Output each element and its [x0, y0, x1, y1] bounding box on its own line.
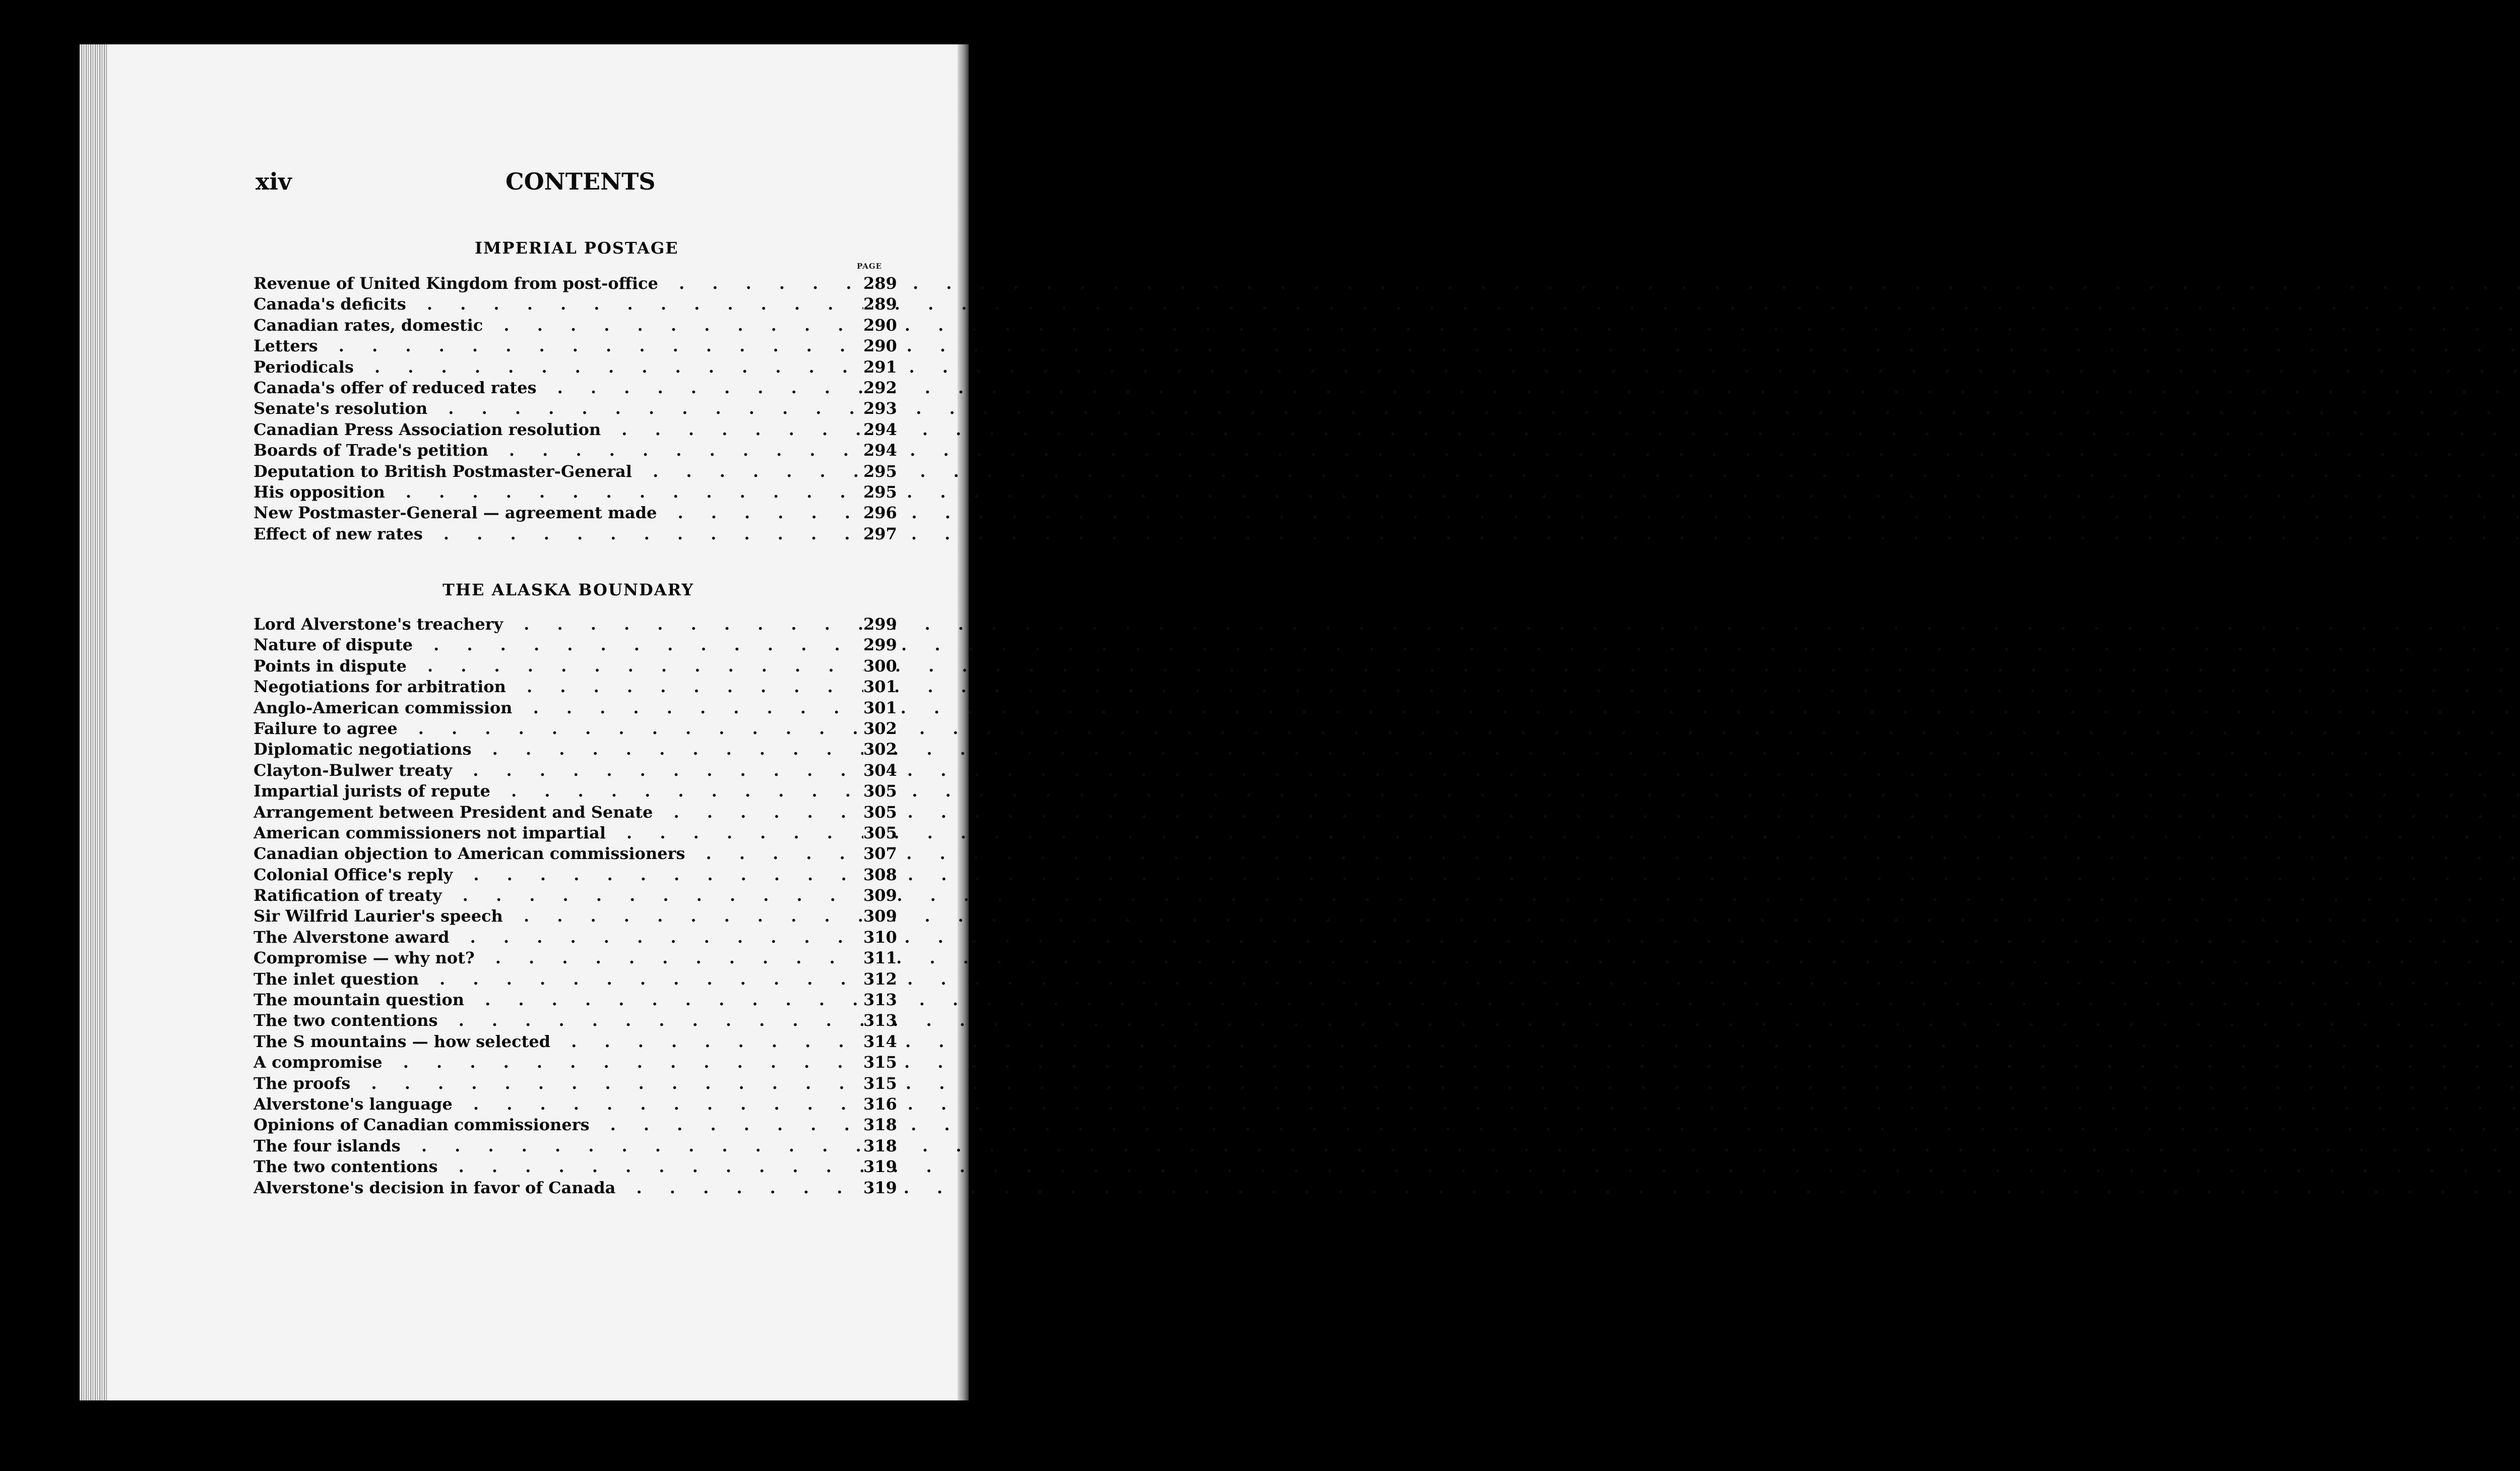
toc-entry-page: 290: [863, 315, 894, 336]
toc-entry: [254, 843, 897, 864]
dot-leader: [254, 1156, 863, 1177]
toc-entry-title: Impartial jurists of repute: [254, 781, 494, 801]
dot-leader: [254, 419, 863, 440]
toc-entry-page: 318: [863, 1115, 894, 1135]
toc-entry-title: Canadian objection to American commissioners: [254, 844, 689, 863]
toc-entry: [254, 503, 897, 523]
toc-entry-page: 294: [863, 440, 894, 461]
toc-entry-title: The S mountains — how selected: [254, 1032, 554, 1051]
toc-entry-title: The four islands: [254, 1136, 405, 1155]
toc-list-alaska-boundary: [254, 614, 897, 1198]
toc-entry-page: 307: [863, 843, 894, 864]
toc-entry: [254, 927, 897, 948]
toc-entry-page: 289: [863, 294, 894, 315]
toc-entry-title: Canada's deficits: [254, 294, 410, 314]
toc-entry-title: The Alverstone award: [254, 928, 454, 947]
dot-leader: [254, 461, 863, 482]
toc-entry: [254, 718, 897, 739]
toc-entry-page: 295: [863, 461, 894, 482]
dot-leader: [254, 1136, 863, 1156]
toc-entry: [254, 440, 897, 461]
toc-entry-page: 312: [863, 969, 894, 990]
dot-leader: [254, 635, 863, 655]
dot-leader: [254, 524, 863, 544]
toc-entry-title: Lord Alverstone's treachery: [254, 615, 507, 634]
toc-entry-page: 299: [863, 635, 894, 655]
toc-entry: [254, 524, 897, 544]
toc-list-imperial-postage: [254, 273, 897, 544]
toc-entry-page: 318: [863, 1136, 894, 1156]
toc-entry-title: Colonial Office's reply: [254, 865, 457, 884]
dot-leader: [254, 927, 863, 948]
toc-entry-title: Deputation to British Postmaster-General: [254, 462, 636, 481]
toc-entry-title: Revenue of United Kingdom from post-office: [254, 274, 662, 293]
toc-entry-page: 319: [863, 1156, 894, 1177]
dot-leader: [254, 906, 863, 927]
dot-leader: [254, 294, 863, 315]
toc-entry-page: 293: [863, 398, 894, 419]
dot-leader: [254, 802, 863, 823]
toc-entry: [254, 635, 897, 655]
toc-entry-page: 295: [863, 482, 894, 503]
toc-entry-page: 300: [863, 656, 894, 677]
toc-entry: [254, 336, 897, 356]
toc-entry-page: 305: [863, 802, 894, 823]
toc-entry: [254, 378, 897, 398]
toc-entry-page: 315: [863, 1073, 894, 1094]
toc-entry: [254, 1178, 897, 1198]
toc-entry-title: Negotiations for arbitration: [254, 677, 510, 696]
toc-entry-page: 309: [863, 906, 894, 927]
toc-entry-page: 297: [863, 524, 894, 544]
toc-entry-title: Arrangement between President and Senate: [254, 803, 657, 822]
running-head: CONTENTS: [506, 168, 656, 195]
toc-entry-title: His opposition: [254, 482, 389, 502]
dot-leader: [254, 315, 863, 336]
toc-entry: [254, 823, 897, 843]
toc-entry-page: 305: [863, 823, 894, 843]
dot-leader: [254, 948, 863, 968]
dot-leader: [254, 1115, 863, 1135]
toc-entry-page: 310: [863, 927, 894, 948]
toc-entry-title: Sir Wilfrid Laurier's speech: [254, 906, 507, 926]
toc-entry: [254, 781, 897, 802]
dot-leader: [254, 1094, 863, 1115]
toc-entry-title: Ratification of treaty: [254, 886, 446, 905]
dot-leader: [254, 781, 863, 802]
toc-entry: [254, 614, 897, 635]
toc-entry-page: 296: [863, 503, 894, 523]
dot-leader: [254, 1031, 863, 1052]
toc-entry-title: American commissioners not impartial: [254, 823, 610, 842]
toc-entry-page: 302: [863, 718, 894, 739]
toc-entry-title: The mountain question: [254, 990, 468, 1009]
toc-entry-page: 304: [863, 760, 894, 781]
toc-entry: [254, 461, 897, 482]
toc-entry: [254, 398, 897, 419]
toc-entry-title: Diplomatic negotiations: [254, 740, 476, 759]
toc-entry-page: 316: [863, 1094, 894, 1115]
toc-entry: [254, 1094, 897, 1115]
dot-leader: [254, 698, 863, 718]
toc-entry: [254, 948, 897, 968]
toc-entry-page: 291: [863, 357, 894, 378]
toc-entry-page: 302: [863, 739, 894, 760]
dot-leader: [254, 739, 863, 760]
page-column-label: PAGE: [857, 262, 883, 271]
toc-entry-title: Boards of Trade's petition: [254, 441, 492, 460]
toc-entry-title: Alverstone's decision in favor of Canada: [254, 1178, 619, 1197]
toc-entry: [254, 294, 897, 315]
dot-leader: [254, 885, 863, 906]
dot-leader: [254, 614, 863, 635]
toc-entry: [254, 1136, 897, 1156]
toc-entry-title: Anglo-American commission: [254, 698, 516, 717]
toc-entry: [254, 1115, 897, 1135]
toc-entry-title: Clayton-Bulwer treaty: [254, 761, 456, 780]
toc-entry-page: 308: [863, 865, 894, 885]
toc-entry-title: The two contentions: [254, 1011, 442, 1030]
dot-leader: [254, 1010, 863, 1031]
toc-entry-title: The proofs: [254, 1074, 354, 1093]
dot-leader: [254, 823, 863, 843]
dot-leader: [254, 440, 863, 461]
toc-entry-title: Canada's offer of reduced rates: [254, 378, 540, 397]
toc-entry: [254, 739, 897, 760]
page-number: xiv: [256, 168, 292, 195]
toc-entry-title: Nature of dispute: [254, 635, 417, 654]
toc-entry-title: Canadian Press Association resolution: [254, 420, 605, 439]
toc-entry: [254, 273, 897, 294]
section-heading-imperial-postage: IMPERIAL POSTAGE: [475, 238, 679, 258]
toc-entry-page: 289: [863, 273, 894, 294]
dot-leader: [254, 760, 863, 781]
dot-leader: [254, 865, 863, 885]
dot-leader: [254, 336, 863, 356]
dot-leader: [254, 990, 863, 1010]
toc-entry-title: Failure to agree: [254, 719, 402, 738]
toc-entry-title: Alverstone's language: [254, 1094, 457, 1114]
toc-entry: [254, 906, 897, 927]
toc-entry-page: 301: [863, 698, 894, 718]
toc-entry-title: The inlet question: [254, 969, 423, 989]
toc-entry-page: 299: [863, 614, 894, 635]
toc-entry-page: 311: [863, 948, 894, 968]
toc-entry-page: 319: [863, 1178, 894, 1198]
toc-entry-page: 305: [863, 781, 894, 802]
toc-entry-title: Effect of new rates: [254, 524, 427, 543]
dot-leader: [254, 1178, 863, 1198]
toc-entry: [254, 1156, 897, 1177]
dot-leader: [254, 656, 863, 677]
dot-leader: [254, 969, 863, 990]
toc-entry: [254, 419, 897, 440]
toc-entry-title: Points in dispute: [254, 656, 411, 676]
toc-entry: [254, 656, 897, 677]
toc-entry-title: Compromise — why not?: [254, 948, 479, 967]
toc-entry: [254, 677, 897, 697]
toc-entry: [254, 1073, 897, 1094]
toc-entry: [254, 1031, 897, 1052]
toc-entry: [254, 315, 897, 336]
toc-entry: [254, 760, 897, 781]
toc-entry-title: Opinions of Canadian commissioners: [254, 1115, 593, 1134]
toc-entry-title: New Postmaster-General — agreement made: [254, 503, 661, 522]
dot-leader: [254, 843, 863, 864]
toc-entry-title: Periodicals: [254, 357, 358, 377]
toc-entry-title: Letters: [254, 336, 322, 355]
toc-entry: [254, 1010, 897, 1031]
toc-entry: [254, 885, 897, 906]
dot-leader: [254, 718, 863, 739]
dot-leader: [254, 398, 863, 419]
toc-entry: [254, 969, 897, 990]
dot-leader: [254, 677, 863, 697]
dot-leader: [254, 1052, 863, 1073]
toc-entry-title: Canadian rates, domestic: [254, 316, 487, 335]
toc-entry-title: The two contentions: [254, 1157, 442, 1176]
toc-entry: [254, 1052, 897, 1073]
toc-entry-page: 301: [863, 677, 894, 697]
toc-entry: [254, 357, 897, 378]
dot-leader: [254, 503, 863, 523]
toc-entry-page: 290: [863, 336, 894, 356]
toc-entry: [254, 802, 897, 823]
toc-entry: [254, 698, 897, 718]
toc-entry-page: 292: [863, 378, 894, 398]
dot-leader: [254, 378, 863, 398]
toc-entry-page: 315: [863, 1052, 894, 1073]
dot-leader: [254, 1073, 863, 1094]
toc-entry-title: Senate's resolution: [254, 399, 431, 418]
toc-entry: [254, 865, 897, 885]
toc-entry: [254, 482, 897, 503]
section-heading-alaska-boundary: THE ALASKA BOUNDARY: [443, 580, 695, 599]
toc-entry: [254, 990, 897, 1010]
dot-leader: [254, 482, 863, 503]
dot-leader: [254, 273, 863, 294]
toc-entry-page: 309: [863, 885, 894, 906]
dot-leader: [254, 357, 863, 378]
toc-entry-page: 314: [863, 1031, 894, 1052]
toc-entry-page: 294: [863, 419, 894, 440]
toc-entry-page: 313: [863, 1010, 894, 1031]
toc-entry-page: 313: [863, 990, 894, 1010]
page-edges: [80, 44, 110, 1400]
toc-entry-title: A compromise: [254, 1053, 387, 1072]
